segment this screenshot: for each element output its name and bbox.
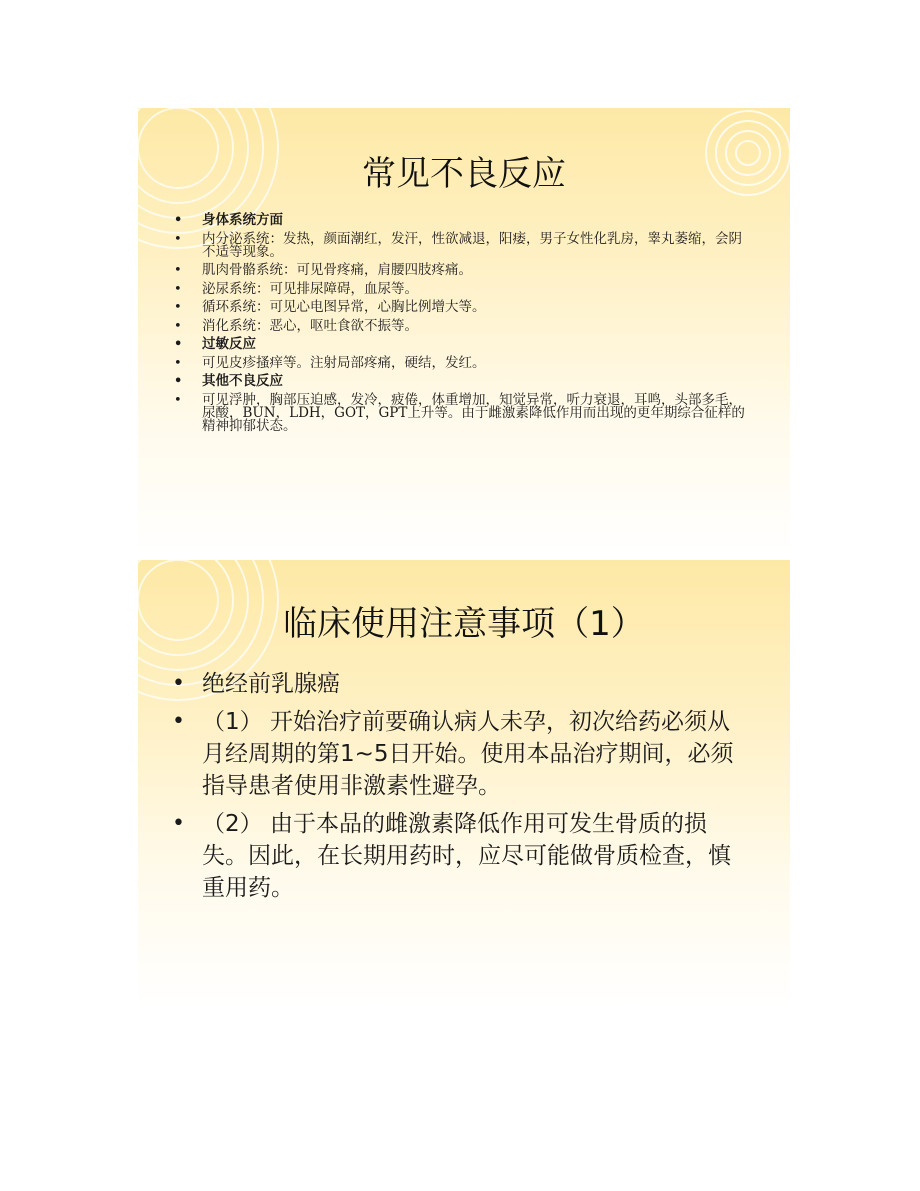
list-item: • （1） 开始治疗前要确认病人未孕，初次给药必须从月经周期的第1~5日开始。使用本品治疗期间，必须指导患者使用非激素性避孕。 <box>172 706 752 802</box>
slide-adverse-reactions <box>138 108 790 556</box>
list-item: • （2） 由于本品的雌激素降低作用可发生骨质的损失。因此，在长期用药时，应尽可能做骨质检查，慎重用药。 <box>172 808 752 904</box>
list-item: • 可见皮疹搔痒等。注射局部疼痛，硬结，发红。 <box>174 354 486 371</box>
list-item: • 身体系统方面 <box>174 212 283 228</box>
list-item: • 可见浮肿，胸部压迫感，发冷，疲倦，体重增加，知觉异常，听力衰退，耳鸣，头部多毛，尿酸，BUN，LDH，GOT，GPT上升等。由于雌激素降低作用而出现的更年期综合征样的精神抑郁状态。 <box>174 391 745 434</box>
bullet-icon: • <box>174 281 182 297</box>
bullet-list <box>172 668 752 910</box>
slide-clinical-precautions <box>138 560 790 1008</box>
slide-title: 常见不良反应 <box>362 154 566 194</box>
bullet-icon: • <box>174 213 183 228</box>
bullet-icon: • <box>172 671 185 696</box>
list-item: • 肌肉骨骼系统：可见骨疼痛，肩腰四肢疼痛。 <box>174 262 472 278</box>
list-item: • 循环系统：可见心电图异常，心胸比例增大等。 <box>174 299 486 315</box>
bullet-icon: • <box>174 300 182 315</box>
list-item: • 其他不良反应 <box>174 373 283 389</box>
bullet-icon: • <box>172 709 185 734</box>
bullet-icon: • <box>174 337 183 352</box>
list-item: • 绝经前乳腺癌 <box>172 668 752 700</box>
slide-title: 临床使用注意事项（1） <box>283 604 645 644</box>
list-item: • 过敏反应 <box>174 336 256 352</box>
bullet-icon: • <box>174 231 182 247</box>
bullet-list <box>174 214 754 438</box>
bullet-icon: • <box>172 811 185 836</box>
bullet-icon: • <box>174 374 183 389</box>
bullet-icon: • <box>174 318 182 334</box>
list-item: • 消化系统：恶心，呕吐食欲不振等。 <box>174 317 418 334</box>
bullet-icon: • <box>174 263 182 278</box>
list-item: • 内分泌系统：发热，颜面潮红，发汗，性欲减退，阳痿，男子女性化乳房，睾丸萎缩，会阴不适等现象。 <box>174 230 742 260</box>
bullet-icon: • <box>174 355 182 371</box>
list-item: • 泌尿系统：可见排尿障碍，血尿等。 <box>174 280 418 297</box>
bullet-icon: • <box>174 392 182 408</box>
